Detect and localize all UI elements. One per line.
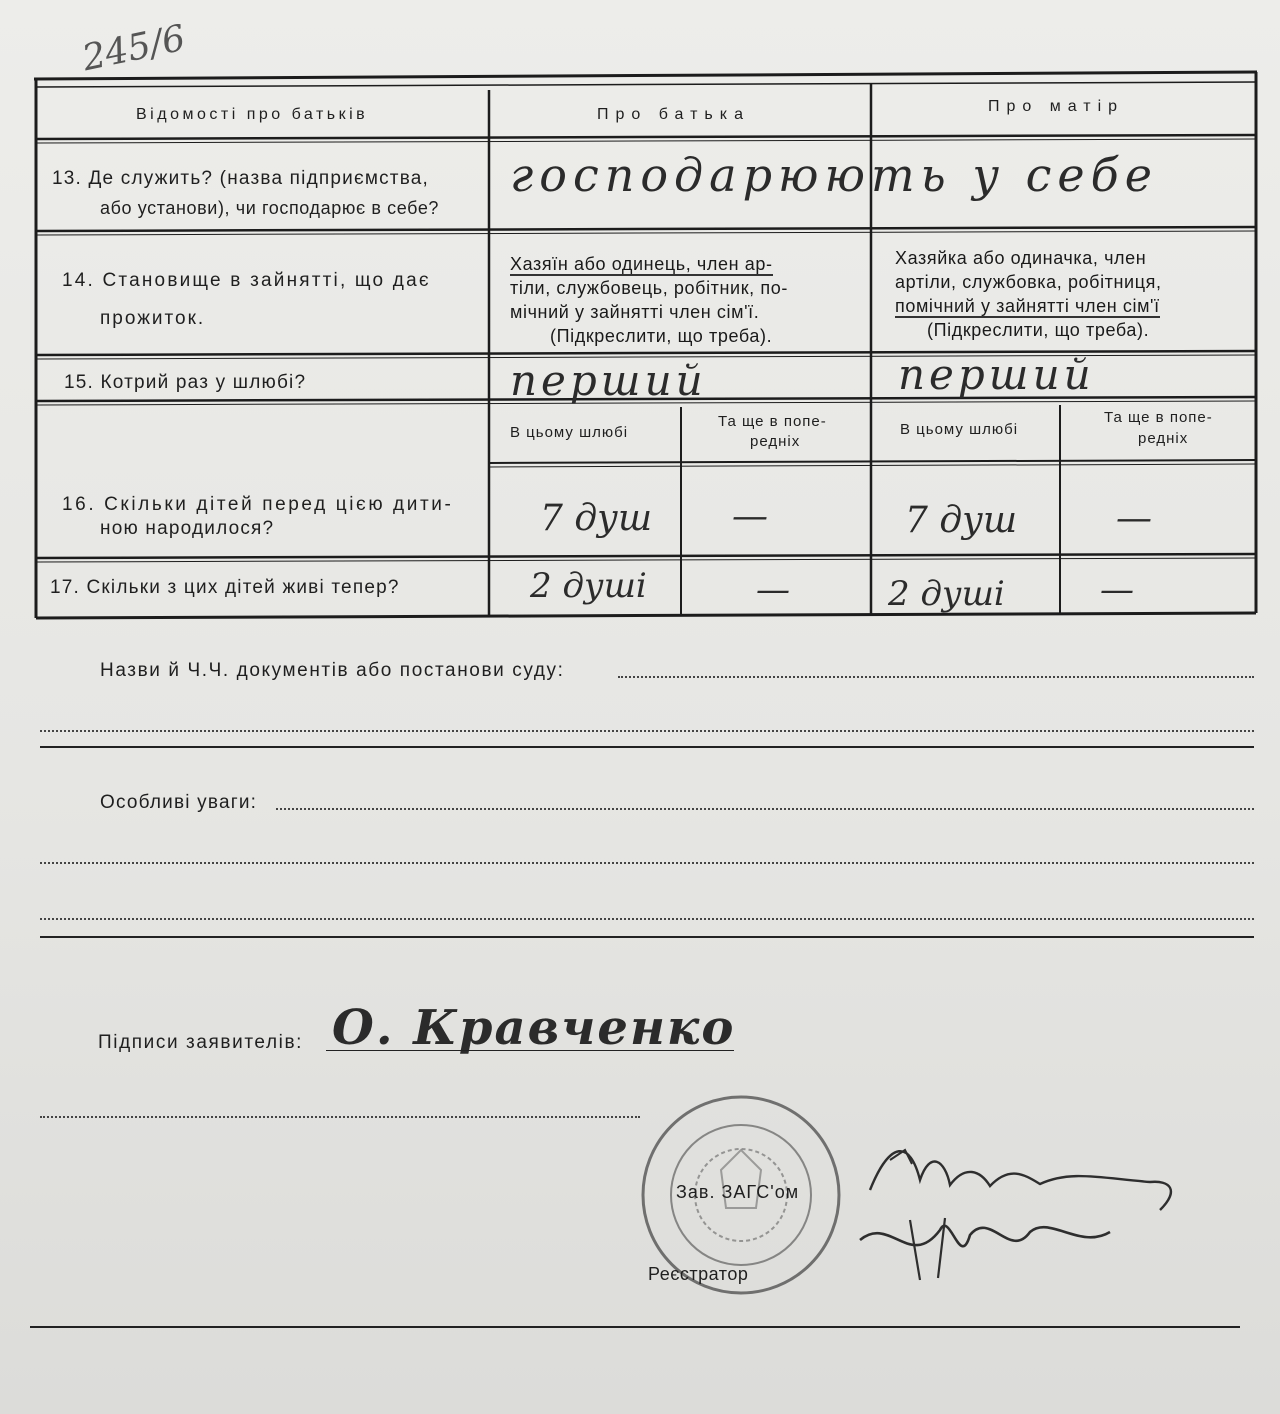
q15-mother-answer: перший <box>898 350 1095 399</box>
q16-father-prev: — <box>732 496 768 537</box>
q13-label-line1: 13. Де служить? (назва підприємства, <box>52 168 430 189</box>
q13-label-line2: або установи), чи господарює в себе? <box>100 198 440 218</box>
remarks-dotted-line-2 <box>40 862 1254 864</box>
subhdr-mother-prev-line1: Та ще в попе- <box>1104 409 1213 426</box>
q14-mother-line2: артіли, службовка, робітниця, <box>895 272 1162 292</box>
q17-father-prev: — <box>756 570 790 610</box>
q17-mother-prev: — <box>1100 570 1134 610</box>
q14-father-underlined: Хазяїн або одинець, член ар- <box>510 254 773 274</box>
q16-label-line2: ною народилося? <box>100 518 275 539</box>
q14-father-options <box>510 252 855 348</box>
subhdr-mother-this: В цьому шлюбі <box>900 421 1019 438</box>
header-col-label: Відомості про батьків <box>136 106 369 123</box>
applicants-label: Підписи заявителів: <box>98 1032 304 1053</box>
q16-label-line1: 16. Скільки дітей перед цією дити- <box>62 494 454 515</box>
header-col-mother: Про матір <box>988 98 1125 115</box>
applicant-signature-line <box>326 1050 734 1051</box>
q14-father-line3: мічний у зайнятті член сім'ї. <box>510 302 760 322</box>
q17-mother-this: 2 душі <box>888 574 1005 614</box>
registrar-label: Реєстратор <box>648 1264 749 1284</box>
q14-mother-line3 <box>895 294 1240 318</box>
remarks-rule <box>40 936 1254 938</box>
head-signature <box>850 1120 1190 1300</box>
applicants-dotted-line <box>40 1116 640 1118</box>
remarks-label: Особливі уваги: <box>100 792 258 813</box>
documents-label: Назви й Ч.Ч. документів або постанови суду: <box>100 660 565 681</box>
documents-rule <box>40 746 1254 748</box>
header-col-father: Про батька <box>597 106 750 123</box>
bottom-rule <box>30 1326 1240 1328</box>
documents-dotted-line-1 <box>618 676 1254 678</box>
q16-father-this: 7 душ <box>540 498 653 539</box>
applicant-signature: О. Кравченко <box>332 1000 736 1056</box>
q13-answer: господарюють у себе <box>510 148 1158 202</box>
remarks-dotted-line-3 <box>40 918 1254 920</box>
q14-mother-line1: Хазяйка або одиначка, член <box>895 248 1147 268</box>
q16-mother-this: 7 душ <box>905 500 1018 541</box>
q14-father-line1 <box>510 252 855 276</box>
documents-dotted-line-2 <box>40 730 1254 732</box>
subhdr-mother-prev-line2: редніх <box>1138 430 1189 447</box>
q16-mother-prev: — <box>1116 498 1152 539</box>
q14-mother-line4: (Підкреслити, що треба). <box>927 320 1150 340</box>
archive-note: 245/6 <box>78 17 189 80</box>
head-label: Зав. ЗАГС'ом <box>676 1182 800 1202</box>
subhdr-father-this: В цьому шлюбі <box>510 424 629 441</box>
q14-label-line2: прожиток. <box>100 308 206 329</box>
q14-mother-underlined: помічний у зайнятті член сім'ї <box>895 296 1160 316</box>
subhdr-father-prev-line1: Та ще в попе- <box>718 413 827 430</box>
q17-father-this: 2 душі <box>530 566 647 606</box>
q15-father-answer: перший <box>510 356 707 405</box>
remarks-dotted-line-1 <box>276 808 1254 810</box>
q15-label: 15. Котрий раз у шлюбі? <box>64 372 307 393</box>
q14-father-line2: тіли, службовець, робітник, по- <box>510 278 788 298</box>
q14-mother-options <box>895 246 1240 342</box>
q14-father-line4: (Підкреслити, що треба). <box>550 326 773 346</box>
q17-label: 17. Скільки з цих дітей живі тепер? <box>50 577 400 598</box>
q14-label-line1: 14. Становище в зайнятті, що дає <box>62 270 431 291</box>
subhdr-father-prev-line2: редніх <box>750 433 801 450</box>
